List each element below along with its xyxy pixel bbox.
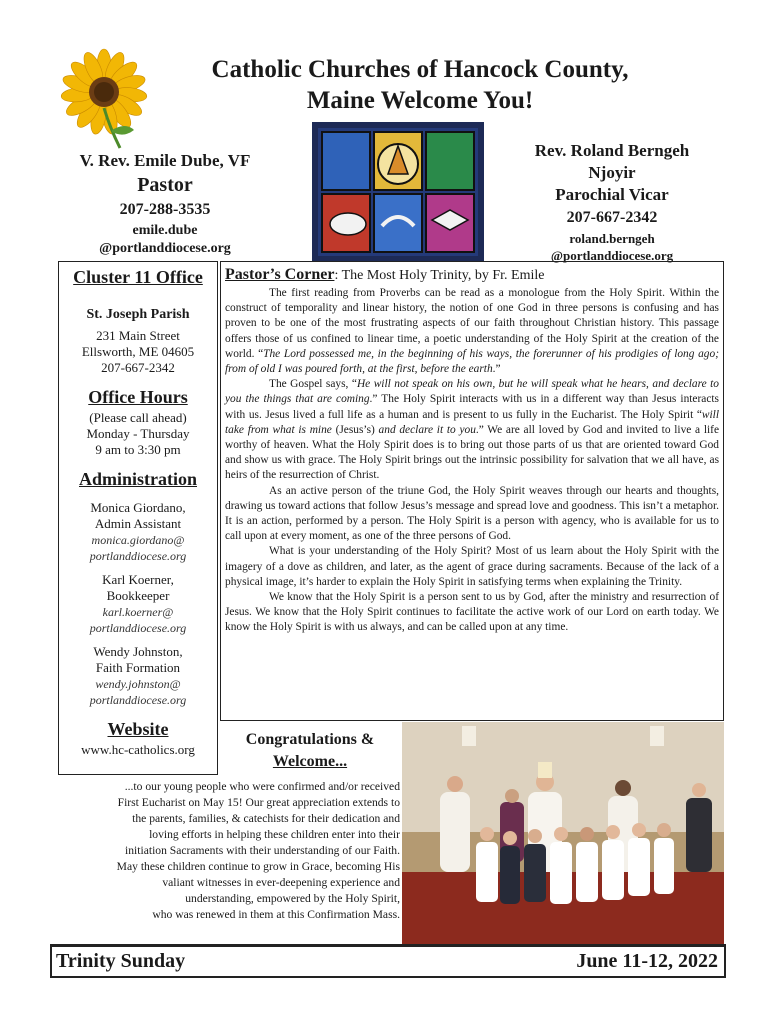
pastors-corner xyxy=(220,261,724,721)
website-heading: Website xyxy=(107,719,169,739)
congrats-line: ...to our young people who were confirmed and/or received xyxy=(124,780,400,793)
staff-email-2[interactable]: portlanddiocese.org xyxy=(89,549,187,563)
pastor-contact xyxy=(30,150,300,258)
footer-date: June 11-12, 2022 xyxy=(576,950,718,972)
paragraph: The Gospel says, “He will not speak on his own, but he will speak what he hears, and declare to you the things that are coming.” The Holy Spirit interacts with us in a different way than Jesus interacts with us. Jesus lived a full life as a human and is present to us fully in the Eucharist. The Holy Spirit “will take from what is mine (Jesus’s) and declare it to you.” We are all loved by God and invited to live a life worthy of heaven. What the Holy Spirit does is to bring out those parts of us that are oriented toward God and show us with grace. The Holy Spirit brings out the intrinsic possibility for salvation that we all have, as heirs of the resurrection of Christ. xyxy=(225,378,719,482)
website-link[interactable]: www.hc-catholics.org xyxy=(81,742,195,757)
congrats-line: understanding, empowered by the Holy Spirit, xyxy=(185,892,400,905)
congrats-heading xyxy=(222,729,398,773)
pastors-corner-label: Pastor’s Corner xyxy=(225,266,335,283)
paragraph: As an active person of the triune God, the Holy Spirit weaves through our hearts and thoughts, drawing us toward actions that follow Jesus’s message and spread love and goodness. This isn’t a metaphor. It is an action, performed by a person. The Holy Spirit is a person with agency, who is available for us to call upon at every moment, as one of the three persons of God. xyxy=(225,484,719,543)
confirmation-group-photo xyxy=(402,722,724,944)
staff-title: Bookkeeper xyxy=(106,588,170,603)
staff-email-2[interactable]: portlanddiocese.org xyxy=(89,693,187,707)
office-hours-time: 9 am to 3:30 pm xyxy=(95,442,181,457)
office-hours-heading: Office Hours xyxy=(88,387,188,407)
footer-occasion: Trinity Sunday xyxy=(56,950,186,972)
office-hours-note: (Please call ahead) xyxy=(89,410,187,425)
footer-bar xyxy=(50,944,726,978)
vicar-name-1: Rev. Roland Berngeh xyxy=(534,141,690,160)
staff-entry xyxy=(59,644,217,708)
parish-phone: 207-667-2342 xyxy=(101,360,175,375)
congrats-line: the parents, families, & catechists for their dedication and xyxy=(132,812,400,825)
title-line-2: Maine Welcome You! xyxy=(306,87,534,114)
stained-glass-window-image xyxy=(312,122,484,262)
staff-name: Karl Koerner, xyxy=(102,572,174,587)
staff-email-1[interactable]: karl.koerner@ xyxy=(102,605,174,619)
vicar-email-1: roland.berngeh xyxy=(569,231,655,246)
title-line-1: Catholic Churches of Hancock County, xyxy=(211,56,629,83)
congrats-line: First Eucharist on May 15! Our great appreciation extends to xyxy=(117,796,400,809)
staff-name: Wendy Johnston, xyxy=(93,644,183,659)
congrats-line: who was renewed in them at this Confirmation Mass. xyxy=(152,908,400,921)
congrats-line: May these children continue to grow in Grace, becoming His xyxy=(116,860,400,873)
vicar-phone: 207-667-2342 xyxy=(566,209,658,226)
parish-address-2: Ellsworth, ME 04605 xyxy=(81,344,195,359)
paragraph: What is your understanding of the Holy Spirit? Most of us learn about the Holy Spirit with the imagery of a dove as children, and later, as the agent of grace during sacraments. Because of the lack of a physical image, it’s harder to explain the Holy Spirit in satisfying terms when explaining the Trinity. xyxy=(225,545,719,588)
vicar-contact xyxy=(502,140,722,264)
staff-email-2[interactable]: portlanddiocese.org xyxy=(89,621,187,635)
parish-address-1: 231 Main Street xyxy=(96,328,180,343)
congrats-body xyxy=(48,779,400,923)
pastor-name: V. Rev. Emile Dube, VF xyxy=(79,151,251,170)
congrats-heading-line-1: Congratulations & xyxy=(245,731,375,748)
congrats-heading-line-2: Welcome... xyxy=(272,753,348,770)
staff-entry xyxy=(59,500,217,564)
paragraph: The first reading from Proverbs can be read as a monologue from the Holy Spirit. Within the construct of temporality and linear history, the notion of one God in three persons is confusing and has proven to be one of the most frustrating aspects of our faith throughout Christian history. This passage offers those of us confined to linear time, a poetic understanding of the Holy Spirit at the creation of the world. “The Lord possessed me, in the beginning of his ways, the forerunner of his prodigies of long ago; from of old I was poured forth, at the first, before the earth.” xyxy=(225,287,719,376)
vicar-role: Parochial Vicar xyxy=(555,185,669,204)
pastor-email-2: @portlanddiocese.org xyxy=(99,241,231,256)
pastors-corner-heading xyxy=(225,266,544,285)
cluster-heading: Cluster 11 Office xyxy=(73,267,203,287)
administration-heading: Administration xyxy=(78,469,197,489)
pastor-email-1: emile.dube xyxy=(132,223,198,238)
staff-email-1[interactable]: wendy.johnston@ xyxy=(95,677,181,691)
paragraph: We know that the Holy Spirit is a person sent to us by God, after the ministry and resurrection of Jesus. We know that the Holy Spirit continues to facilitate the active work of our Lord on earth today. We know the Holy Spirit is with us always, and can be called upon at any time. xyxy=(225,591,719,634)
staff-title: Faith Formation xyxy=(95,660,181,675)
staff-name: Monica Giordano, xyxy=(90,500,186,515)
congrats-line: loving efforts in helping these children enter into their xyxy=(149,828,400,841)
office-sidebar xyxy=(58,261,218,775)
congrats-line: valiant witnesses in ever-deepening experience and xyxy=(162,876,400,889)
pastors-corner-subtitle: : The Most Holy Trinity, by Fr. Emile xyxy=(334,268,545,283)
vicar-name-2: Njoyir xyxy=(588,163,636,182)
sunflower-image xyxy=(48,48,160,150)
staff-title: Admin Assistant xyxy=(94,516,182,531)
staff-email-1[interactable]: monica.giordano@ xyxy=(91,533,185,547)
staff-entry xyxy=(59,572,217,636)
pastors-corner-body xyxy=(225,286,719,636)
page-title xyxy=(150,54,690,116)
office-hours-days: Monday - Thursday xyxy=(86,426,190,441)
parish-name: St. Joseph Parish xyxy=(86,307,190,322)
pastor-role: Pastor xyxy=(137,174,193,196)
congrats-line: initiation Sacraments with their understanding of our Faith. xyxy=(125,844,400,857)
pastor-phone: 207-288-3535 xyxy=(119,201,211,218)
vicar-email-2: @portlanddiocese.org xyxy=(550,248,674,263)
